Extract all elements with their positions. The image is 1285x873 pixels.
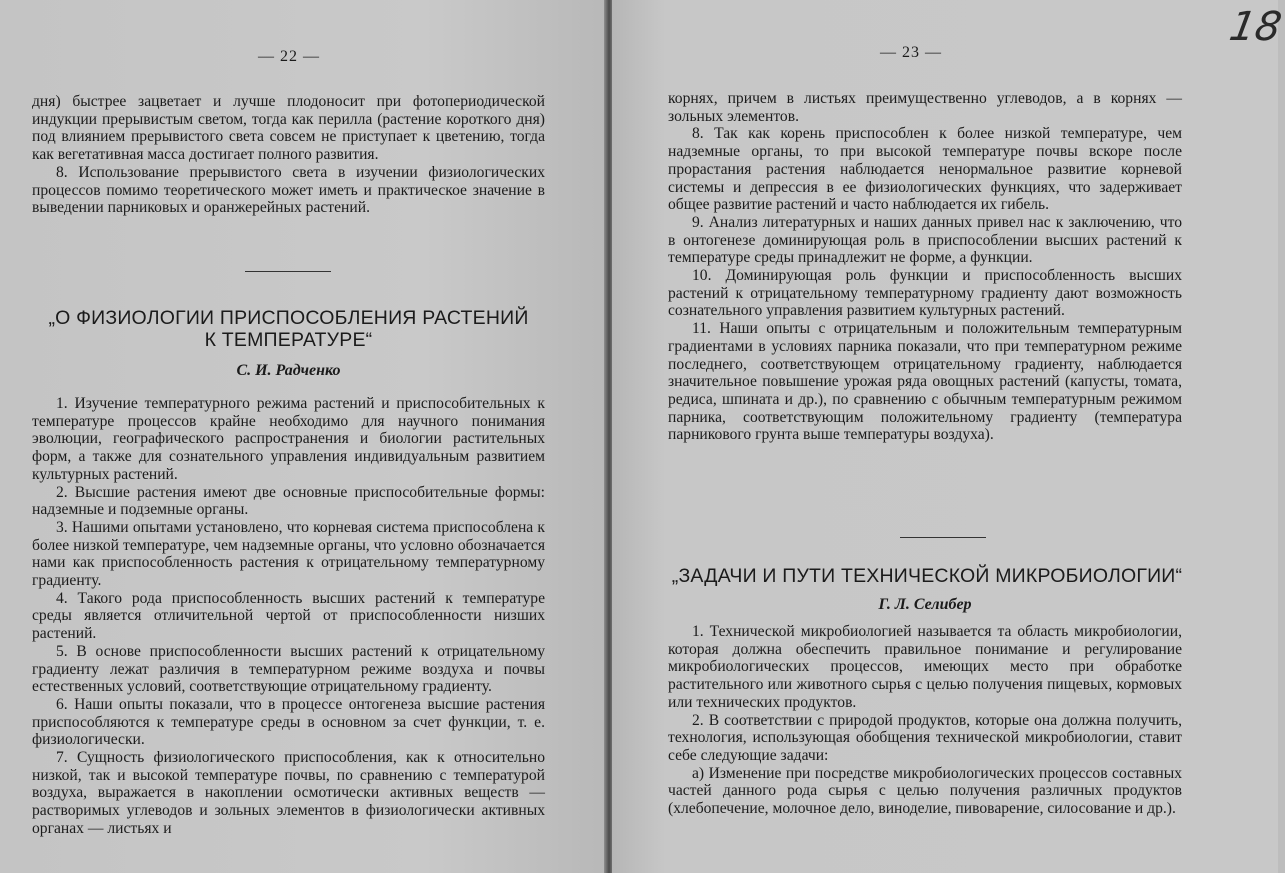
paragraph: 5. В основе приспособленности высших растений к отрицательному градиенту лежат различия в температурном режиме воздуха и почвы естественных условий, соответствующие отрицательному градиенту.: [32, 642, 545, 696]
paragraph: а) Изменение при посредстве микробиологических процессов составных частей данного рода сырья с целью получения различных продуктов (хлебопечение, молочное дело, виноделие, пивоварение, силосование и др.).: [668, 764, 1182, 818]
article-author: Г. Л. Селибер: [878, 596, 972, 613]
paragraph: 7. Сущность физиологического приспособления, как к относительно низкой, так и высокой температуре почвы, по сравнению с температурой воздуха, выражается в накоплении осмотически активных веществ — растворимых углеводов и зольных элементов в физиологически активных органах — листьях и: [32, 749, 545, 837]
paragraph: 2. В соответствии с природой продуктов, которые она должна получить, технология, использующая обобщения технической микробиологии, ставит себе следующие задачи:: [668, 711, 1182, 764]
paragraph: 4. Такого рода приспособленность высших растений к температуре среды является отличительной чертой от приспособленности низших растений.: [32, 589, 545, 643]
paragraph: 1. Технической микробиологией называется та область микробиологии, которая должна обеспечить правильное понимание и регулирование микробиологических процессов, имеющих место при обработке растительного или животного сырья с целью получения пищевых, кормовых или технических продуктов.: [668, 623, 1182, 711]
continued-paragraph: корнях, причем в листьях преимущественно углеводов, а в корнях — зольных элементов.: [668, 90, 1182, 125]
paragraph: 6. Наши опыты показали, что в процессе онтогенеза высшие растения приспособляются к температуре среды в основном за счет функции, т. е. физиологически.: [32, 695, 545, 749]
paragraph: 11. Наши опыты с отрицательным и положительным температурным градиентами в условиях парника показали, что при температурном режиме последнего, соответствующем отрицательному градиенту, наблюдается значительное повышение урожая ряда овощных растений (капусты, томата, редиса, шпината и др.), по сравнению с обычным температурным режимом парника, соответствующим положительному градиенту (температура парникового грунта выше температуры воздуха).: [668, 320, 1182, 444]
continued-paragraph: дня) быстрее зацветает и лучше плодоносит при фотопериодической индукции прерывистым светом, тогда как перилла (растение короткого дня) под влиянием прерывистого света совсем не приступает к цветению, тогда как вегетативная масса достигает полного развития.: [32, 93, 545, 164]
article-title-line-2: К ТЕМПЕРАТУРЕ“: [204, 329, 373, 351]
article-title-line-1: „О ФИЗИОЛОГИИ ПРИСПОСОБЛЕНИЯ РАСТЕНИЙ: [48, 307, 529, 329]
paragraph: 3. Нашими опытами установлено, что корневая система приспособлена к более низкой температуре, чем надземные органы, что условно обозначается нами как приспособленность растения к отрицательному температурному градиенту.: [32, 518, 545, 590]
left-top-text: [32, 93, 545, 217]
handwritten-folio-number: 18: [1225, 4, 1285, 50]
right-top-text: [668, 90, 1182, 444]
article-title: [32, 307, 545, 351]
article-author: С. И. Радченко: [236, 362, 341, 379]
page-number-left: — 22 —: [258, 48, 320, 65]
paragraph: 1. Изучение температурного режима растений и приспособительных к температуре процессов крайне необходимо для научного понимания эволюции, географического распространения и биологии растительных форм, а также для сознательного управления индивидуальным развитием культурных растений.: [32, 395, 545, 483]
left-page: [0, 0, 608, 873]
paragraph: 9. Анализ литературных и наших данных привел нас к заключению, что в онтогенезе доминирующая роль в приспособлении высших растений к температуре среды принадлежит не форме, а функции.: [668, 213, 1182, 267]
paragraph: 2. Высшие растения имеют две основные приспособительные формы: надземные и подземные органы.: [32, 483, 545, 519]
article-body: [32, 395, 545, 838]
page-number-right: — 23 —: [880, 44, 942, 61]
paragraph: 8. Так как корень приспособлен к более низкой температуре, чем надземные органы, то при высокой температуре почвы вскоре после прорастания растения наблюдается ненормальное развитие корневой системы и депрессия в ее физиологических функциях, что задерживает общее развитие растений и часто наблюдается их гибель.: [668, 125, 1182, 214]
right-page: [612, 0, 1285, 873]
article-title: „ЗАДАЧИ И ПУТИ ТЕХНИЧЕСКОЙ МИКРОБИОЛОГИИ“: [671, 565, 1183, 587]
paragraph-8: 8. Использование прерывистого света в изучении физиологических процессов помимо теоретического может иметь и практическое значение в выведении парниковых и оранжерейных растений.: [32, 163, 545, 217]
section-divider: [900, 537, 986, 538]
section-divider: [245, 271, 331, 272]
article-body: [668, 623, 1182, 818]
paragraph: 10. Доминирующая роль функции и приспособленность высших растений к отрицательному температурному градиенту дают возможность сознательного управления развитием культурных растений.: [668, 267, 1182, 320]
